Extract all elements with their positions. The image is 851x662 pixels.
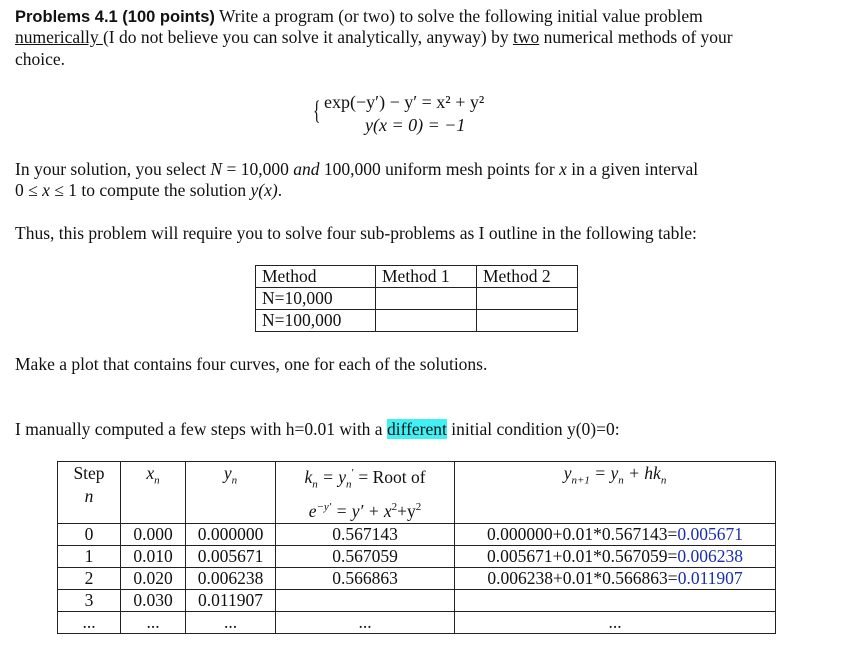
k-cell: 0.566863 [276, 568, 455, 590]
table-row [256, 288, 578, 310]
x-cell: 0.020 [121, 568, 186, 590]
para1-line-2 [15, 180, 282, 202]
para1-line-1 [15, 159, 698, 181]
k-cell: ... [276, 612, 455, 634]
calc-text: 0.006238+0.01*0.566863= [487, 568, 678, 589]
x-cell: 0.000 [121, 524, 186, 546]
calc-text: ... [608, 612, 622, 633]
empty-cell [477, 288, 578, 310]
computation-table [57, 461, 776, 634]
table-row [256, 266, 578, 288]
problem-title: Problems 4.1 (100 points) [15, 8, 215, 26]
text: In your solution, you select [15, 159, 211, 179]
step-cell: 3 [58, 590, 121, 612]
y-cell: ... [186, 612, 276, 634]
equation-line-2: y(x = 0) = −1 [365, 115, 466, 135]
table-row [58, 590, 776, 612]
k-cell: 0.567059 [276, 546, 455, 568]
update-cell [455, 568, 776, 590]
text: initial condition y(0)=0: [446, 419, 620, 439]
update-cell [455, 612, 776, 634]
para3: Make a plot that contains four curves, one for each of the solutions. [15, 354, 488, 374]
math-y: y(x) [250, 180, 278, 200]
step-cell: ... [58, 612, 121, 634]
intro-text: Write a program (or two) to solve the following initial value problem [214, 6, 703, 26]
text: 0 ≤ [15, 180, 43, 200]
step-cell: 1 [58, 546, 121, 568]
problem-line-3: choice. [15, 49, 66, 69]
header-y: $y_n$ [186, 462, 276, 524]
header-k: $k_n = y_n'$ = Root of $e^{-y'} = y' + x^2+y^2$ [276, 462, 455, 524]
math-N: N [210, 159, 223, 179]
problem-line-2 [15, 27, 733, 49]
header-x: $x_n$ [121, 462, 186, 524]
intro-text: numerical methods of your [539, 27, 733, 47]
text: 100,000 uniform mesh points for [319, 159, 560, 179]
text: . [277, 180, 283, 200]
header-update: $y_{n+1} = y_n + hk_n$ [455, 462, 776, 524]
x-cell: 0.010 [121, 546, 186, 568]
update-cell [455, 546, 776, 568]
result-value: 0.005671 [677, 524, 743, 545]
step-cell: 2 [58, 568, 121, 590]
row-label: N=10,000 [256, 288, 376, 310]
problem-line-1 [15, 6, 703, 29]
header-row [58, 462, 776, 524]
text: ≤ 1 to compute the solution [49, 180, 251, 200]
step-cell: 0 [58, 524, 121, 546]
x-cell: 0.030 [121, 590, 186, 612]
update-cell [455, 524, 776, 546]
table-row [58, 568, 776, 590]
highlighted-word: different [386, 419, 447, 439]
math-x: x [42, 180, 50, 200]
header-cell: Method 1 [376, 266, 477, 288]
table-row [58, 546, 776, 568]
para2: Thus, this problem will require you to solve four sub-problems as I outline in the following table: [15, 223, 697, 243]
table-row [58, 612, 776, 634]
calc-text: 0.005671+0.01*0.567059= [487, 546, 678, 567]
math-x: x [559, 159, 567, 179]
header-cell: Method [256, 266, 376, 288]
row-label: N=100,000 [256, 310, 376, 332]
table-row [256, 310, 578, 332]
calc-text: 0.000000+0.01*0.567143= [487, 524, 678, 545]
x-cell: ... [121, 612, 186, 634]
y-cell: 0.011907 [186, 590, 276, 612]
equation-line-1: exp(−y′) − y′ = x² + y² [324, 92, 485, 112]
methods-table [255, 265, 578, 332]
text: = 10,000 [222, 159, 294, 179]
intro-text: (I do not believe you can solve it analytically, anyway) by [102, 27, 513, 47]
text: I manually computed a few steps with h=0.01 with a [15, 419, 387, 439]
y-cell: 0.005671 [186, 546, 276, 568]
result-value: 0.011907 [677, 568, 743, 589]
update-cell [455, 590, 776, 612]
empty-cell [376, 288, 477, 310]
result-value: 0.006238 [677, 546, 743, 567]
underlined-two: two [512, 27, 540, 47]
text: in a given interval [566, 159, 699, 179]
underlined-numerically: numerically [15, 27, 103, 47]
para4 [15, 419, 620, 441]
brace: { [313, 96, 321, 125]
empty-cell [477, 310, 578, 332]
k-cell: 0.567143 [276, 524, 455, 546]
header-step: Step n [58, 462, 121, 524]
table-row [58, 524, 776, 546]
math-and: and [293, 159, 320, 179]
empty-cell [376, 310, 477, 332]
y-cell: 0.006238 [186, 568, 276, 590]
k-cell [276, 590, 455, 612]
y-cell: 0.000000 [186, 524, 276, 546]
header-cell: Method 2 [477, 266, 578, 288]
